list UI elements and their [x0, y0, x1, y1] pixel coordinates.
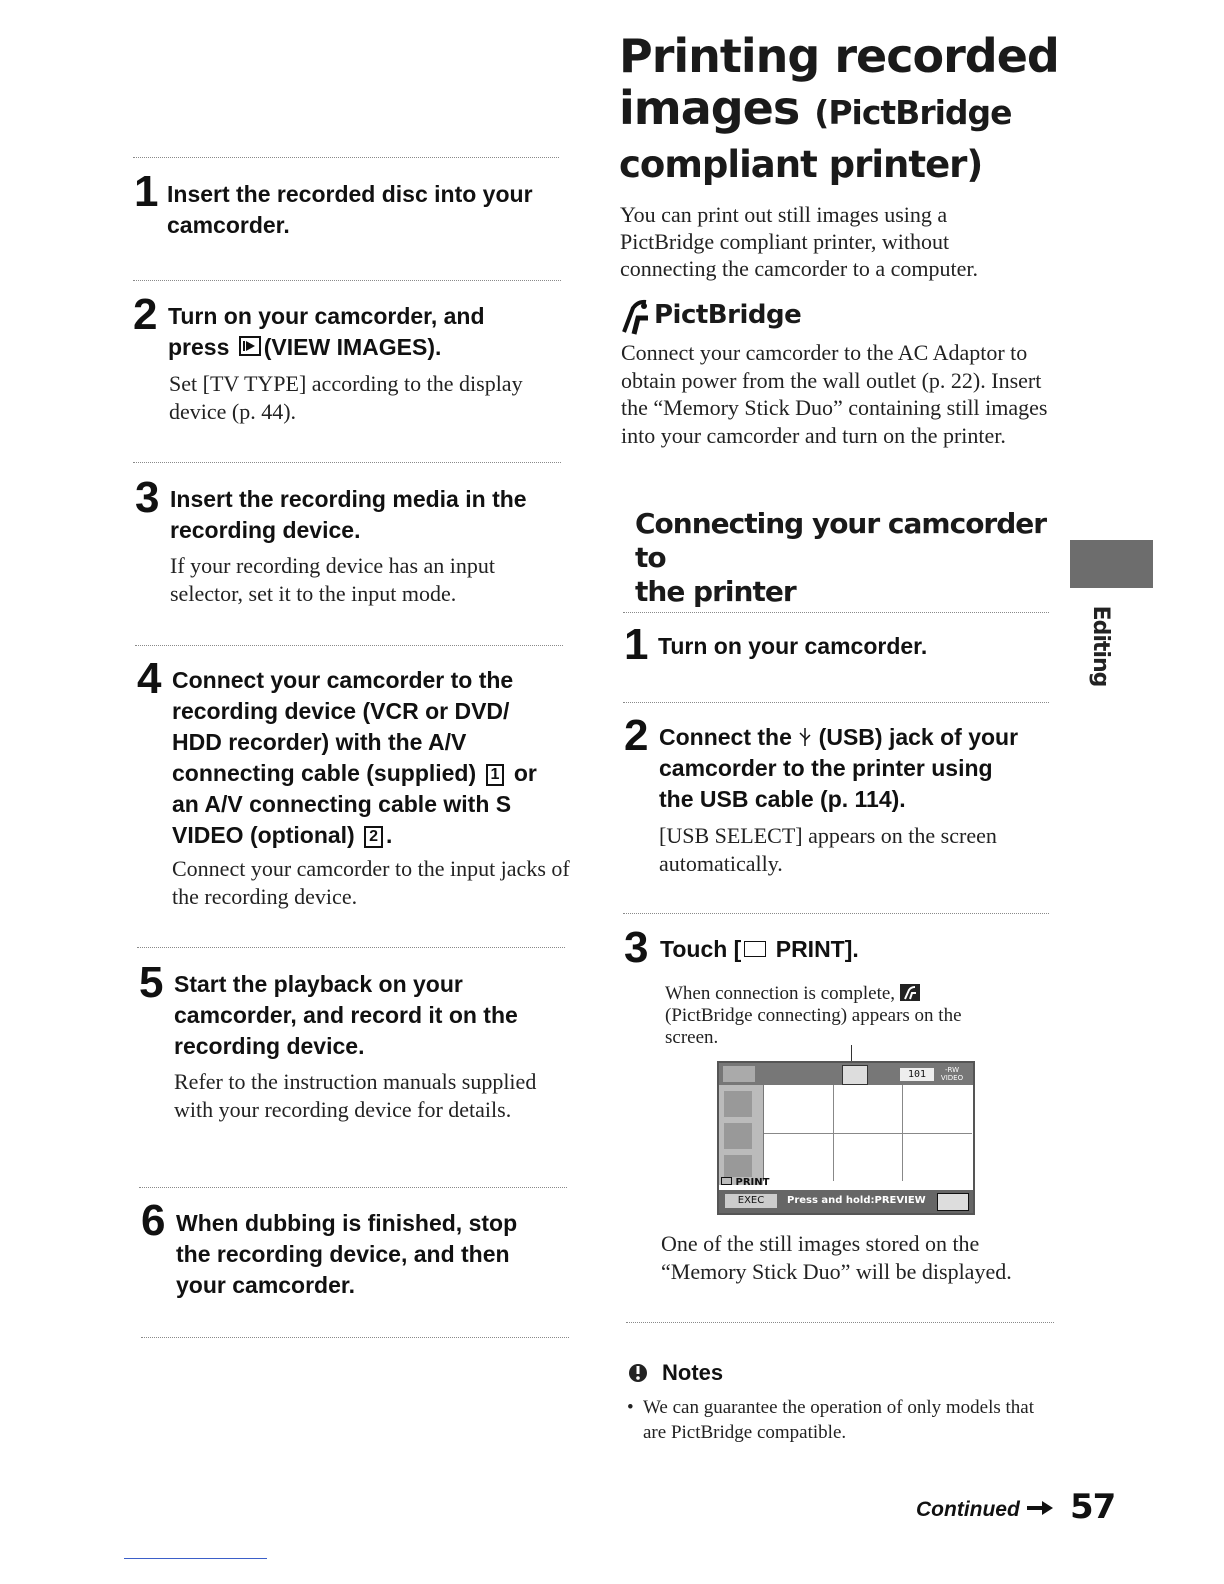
continued-label: Continued: [916, 1496, 1054, 1524]
step-title-line: HDD recorder) with the A/V: [172, 729, 467, 755]
step-body: If your recording device has an input selector, set it to the input mode.: [170, 553, 495, 606]
callout-number-box: 1: [486, 764, 505, 786]
step-number: 4: [137, 654, 162, 703]
note-item: • We can guarantee the operation of only models that are PictBridge compatible.: [627, 1397, 1034, 1443]
step-body: [USB SELECT] appears on the screen automatically.: [659, 823, 997, 876]
page-number: 57: [1070, 1487, 1116, 1527]
step-title: [176, 1208, 576, 1301]
print-icon: [744, 941, 766, 957]
step-body: Set [TV TYPE] according to the display device (p. 44).: [169, 371, 523, 424]
step-number: 1: [624, 620, 649, 669]
step-title-line: When dubbing is finished, stop: [176, 1210, 518, 1236]
step-title-line: recording device.: [170, 517, 361, 543]
step-number: 5: [139, 958, 164, 1007]
step-number: 2: [624, 711, 649, 760]
step-number: 3: [135, 473, 160, 522]
divider: [623, 612, 1049, 613]
step-title-line: Insert the recorded disc into your: [167, 181, 533, 207]
step-title-line: your camcorder.: [176, 1272, 355, 1298]
step-number: 6: [141, 1196, 166, 1245]
step-title-line: Turn on your camcorder, and: [168, 303, 485, 329]
page-title-line: compliant printer): [619, 143, 983, 186]
step-title-line: camcorder to the printer using: [659, 755, 993, 781]
step-title: [168, 301, 568, 363]
pictbridge-logo-icon: [620, 298, 654, 338]
step-title-line: the USB cable (p. 114).: [659, 786, 906, 812]
print-label: PRINT: [721, 1177, 769, 1189]
play-button[interactable]: [724, 1155, 752, 1177]
step-number: 1: [134, 167, 159, 216]
pictbridge-indicator-icon: [842, 1065, 868, 1085]
prev-button[interactable]: [724, 1091, 752, 1117]
image-counter: 101: [900, 1068, 934, 1081]
arrow-right-icon: [1026, 1500, 1054, 1516]
page-title-line: images (PictBridge: [619, 81, 1012, 135]
usb-icon: [798, 726, 812, 748]
step-title-line: the recording device, and then: [176, 1241, 510, 1267]
intro-text: You can print out still images using a PictBridge compliant printer, without connecting the camcorder to a computer.: [620, 202, 978, 281]
pictbridge-text: Connect your camcorder to the AC Adaptor to obtain power from the wall outlet (p. 22). Insert the “Memory Stick Duo” containing still images into your camcorder and turn on the printer.: [621, 340, 1048, 448]
back-button[interactable]: [723, 1066, 755, 1082]
page-title-line: Printing recorded: [619, 29, 1059, 83]
section-heading: [635, 507, 1055, 609]
lcd-screen: [717, 1061, 975, 1215]
section-heading-line: the printer: [635, 575, 796, 608]
divider: [623, 913, 1049, 914]
step-body: When connection is complete, (PictBridge connecting) appears on the screen.: [665, 983, 962, 1048]
divider: [135, 645, 563, 646]
step-number: 3: [624, 923, 649, 972]
step-title-line: recording device.: [174, 1033, 365, 1059]
step-title: [658, 631, 1048, 662]
step-title-line: Start the playback on your: [174, 971, 463, 997]
preview-hint: Press and hold:PREVIEW: [787, 1195, 926, 1206]
step-title: [170, 484, 570, 546]
divider: [139, 1187, 567, 1188]
thumbnail-grid: [763, 1085, 972, 1181]
divider: [133, 280, 561, 281]
divider: [133, 157, 559, 158]
step-title: Touch [ PRINT].: [660, 936, 859, 962]
divider: [623, 702, 1049, 703]
exec-button[interactable]: EXEC: [725, 1194, 777, 1208]
section-heading-line: Connecting your camcorder to: [635, 507, 1047, 574]
divider: [141, 1337, 569, 1338]
step-result-text: One of the still images stored on the “Memory Stick Duo” will be displayed.: [661, 1231, 1012, 1284]
view-images-icon: [239, 336, 261, 356]
step-title: [174, 969, 574, 1062]
step-title-line: Insert the recording media in the: [170, 486, 527, 512]
step-title-line: an A/V connecting cable with S: [172, 791, 512, 817]
side-tab-label-wrap: [1086, 597, 1116, 697]
notes-icon: [627, 1361, 651, 1385]
step-title: [167, 179, 567, 241]
media-indicator: -RW VIDEO: [940, 1066, 964, 1082]
divider: [137, 947, 565, 948]
step-title-line: connecting cable (supplied) 1 or: [172, 760, 537, 786]
step-title-line: Turn on your camcorder.: [658, 633, 928, 659]
step-title-line: camcorder.: [167, 212, 290, 238]
step-title-line: camcorder, and record it on the: [174, 1002, 518, 1028]
footer-rule: [124, 1558, 267, 1559]
page-title: [619, 30, 1099, 191]
step-title: [172, 665, 572, 851]
step-body: Connect your camcorder to the input jacks of the recording device.: [172, 856, 570, 909]
print-icon: [721, 1177, 732, 1185]
side-tab-bar: [1070, 540, 1153, 588]
step-title-line: Connect the (USB) jack of your: [659, 724, 1019, 750]
side-tab-label: Editing: [1088, 605, 1113, 687]
step-title-line: press (VIEW IMAGES).: [168, 334, 442, 360]
next-button[interactable]: [724, 1123, 752, 1149]
step-title-line: recording device (VCR or DVD/: [172, 698, 510, 724]
step-number: 2: [133, 290, 158, 339]
step-body: Refer to the instruction manuals supplied with your recording device for details.: [174, 1069, 537, 1122]
step-title-line: VIDEO (optional) 2 .: [172, 822, 393, 848]
pictbridge-connecting-icon: [900, 984, 920, 1001]
callout-number-box: 2: [364, 826, 383, 848]
settings-button[interactable]: [937, 1193, 969, 1211]
notes-list: [627, 1395, 1047, 1445]
step-title: [659, 722, 1049, 815]
step-title-line: Connect your camcorder to the: [172, 667, 514, 693]
divider: [626, 1322, 1054, 1323]
divider: [133, 462, 561, 463]
